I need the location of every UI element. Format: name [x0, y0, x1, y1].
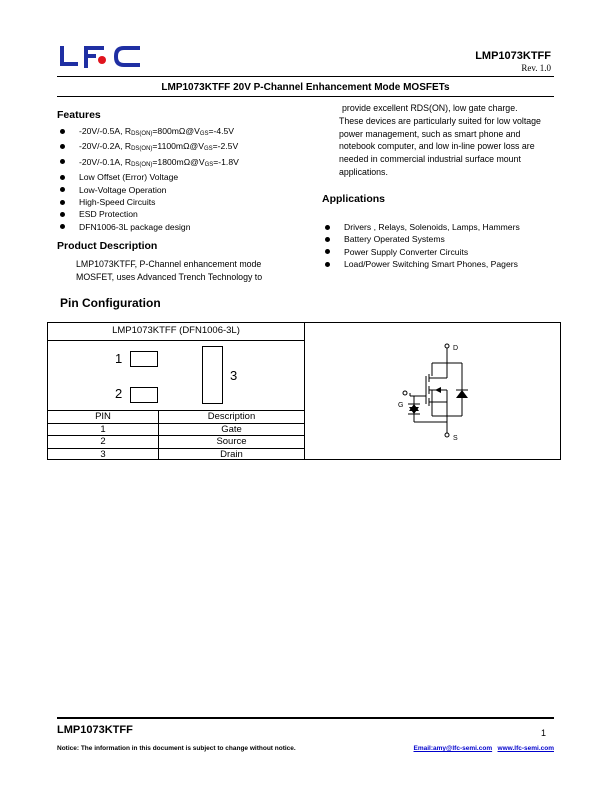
product-description-right	[339, 102, 541, 179]
features-list	[57, 125, 239, 233]
application-item: Drivers , Relays, Solenoids, Lamps, Hammers	[322, 221, 520, 233]
application-item: Battery Operated Systems	[322, 233, 520, 245]
product-description-heading: Product Description	[57, 240, 158, 252]
pin-1-pad	[130, 351, 158, 367]
footer-links	[414, 745, 555, 752]
feature-item: Low Offset (Error) Voltage	[57, 171, 239, 183]
feature-item: -20V/-0.2A, RDS(ON)=1100mΩ@VGS=-2.5V	[57, 140, 239, 155]
pin-3-pad	[202, 346, 223, 404]
description-line: needed in commercial industrial surface mount	[339, 154, 521, 165]
description-line: LMP1073KTFF, P-Channel enhancement mode	[76, 259, 262, 269]
feature-item: Low-Voltage Operation	[57, 184, 239, 196]
pin-2-pad	[130, 387, 158, 403]
description-cell: Gate	[159, 423, 305, 436]
feature-item: ESD Protection	[57, 208, 239, 220]
package-label: LMP1073KTFF (DFN1006-3L)	[48, 323, 304, 341]
pin-column-header: PIN	[48, 411, 159, 424]
feature-item: DFN1006-3L package design	[57, 221, 239, 233]
table-row	[48, 448, 304, 460]
description-column-header: Description	[159, 411, 305, 424]
header-revision: Rev. 1.0	[521, 63, 551, 73]
pin-number-1: 1	[115, 351, 123, 366]
application-item: Load/Power Switching Smart Phones, Pagers	[322, 258, 520, 270]
footer-rule	[57, 717, 554, 719]
feature-item: -20V/-0.1A, RDS(ON)=1800mΩ@VGS=-1.8V	[57, 156, 239, 171]
gate-label: G	[398, 402, 404, 409]
drain-label: D	[453, 345, 459, 352]
header-part-number: LMP1073KTFF	[475, 50, 551, 62]
table-row	[48, 423, 304, 436]
document-title: LMP1073KTFF 20V P-Channel Enhancement Mode MOSFETs	[161, 82, 450, 93]
features-heading: Features	[57, 109, 101, 121]
description-line: MOSFET, uses Advanced Trench Technology to	[76, 271, 263, 282]
pin-table-header	[48, 411, 304, 424]
footer-part-number: LMP1073KTFF	[57, 724, 133, 736]
product-description-left	[76, 258, 262, 284]
description-cell: Drain	[159, 448, 305, 460]
application-item: Power Supply Converter Circuits	[322, 246, 520, 258]
pin-cell: 1	[48, 423, 159, 436]
website-link[interactable]: www.lfc-semi.com	[497, 745, 554, 752]
package-diagram	[48, 341, 304, 410]
pin-cell: 3	[48, 448, 159, 460]
page-number: 1	[540, 728, 546, 738]
description-line: These devices are particularly suited for low voltage	[339, 115, 541, 126]
source-label: S	[453, 435, 458, 442]
description-cell: Source	[159, 436, 305, 449]
pin-cell: 2	[48, 436, 159, 449]
email-link[interactable]: amy@lfc-semi.com	[433, 745, 493, 752]
footer-notice: Notice: The information in this document is subject to change without notice.	[57, 745, 296, 752]
pin-table	[48, 410, 304, 460]
description-line: provide excellent RDS(ON), low gate charge.	[342, 103, 518, 113]
description-line: power management, such as smart phone and	[339, 128, 521, 139]
pin-configuration-heading: Pin Configuration	[60, 296, 161, 310]
feature-item: High-Speed Circuits	[57, 196, 239, 208]
header-rule	[57, 76, 554, 77]
pin-box-divider	[304, 322, 305, 460]
pin-left-panel	[48, 323, 304, 460]
email-label: Email:	[413, 745, 434, 752]
description-line: notebook computer, and low in-line power loss are	[339, 141, 535, 152]
applications-heading: Applications	[322, 193, 386, 205]
applications-list	[322, 221, 520, 271]
title-rule	[57, 96, 554, 97]
mosfet-schematic-icon	[390, 338, 480, 448]
pin-number-2: 2	[115, 386, 123, 401]
feature-item: -20V/-0.5A, RDS(ON)=800mΩ@VGS=-4.5V	[57, 125, 239, 140]
description-line: applications.	[339, 166, 388, 177]
company-logo	[58, 45, 142, 69]
pin-number-3: 3	[230, 368, 238, 383]
table-row	[48, 436, 304, 449]
